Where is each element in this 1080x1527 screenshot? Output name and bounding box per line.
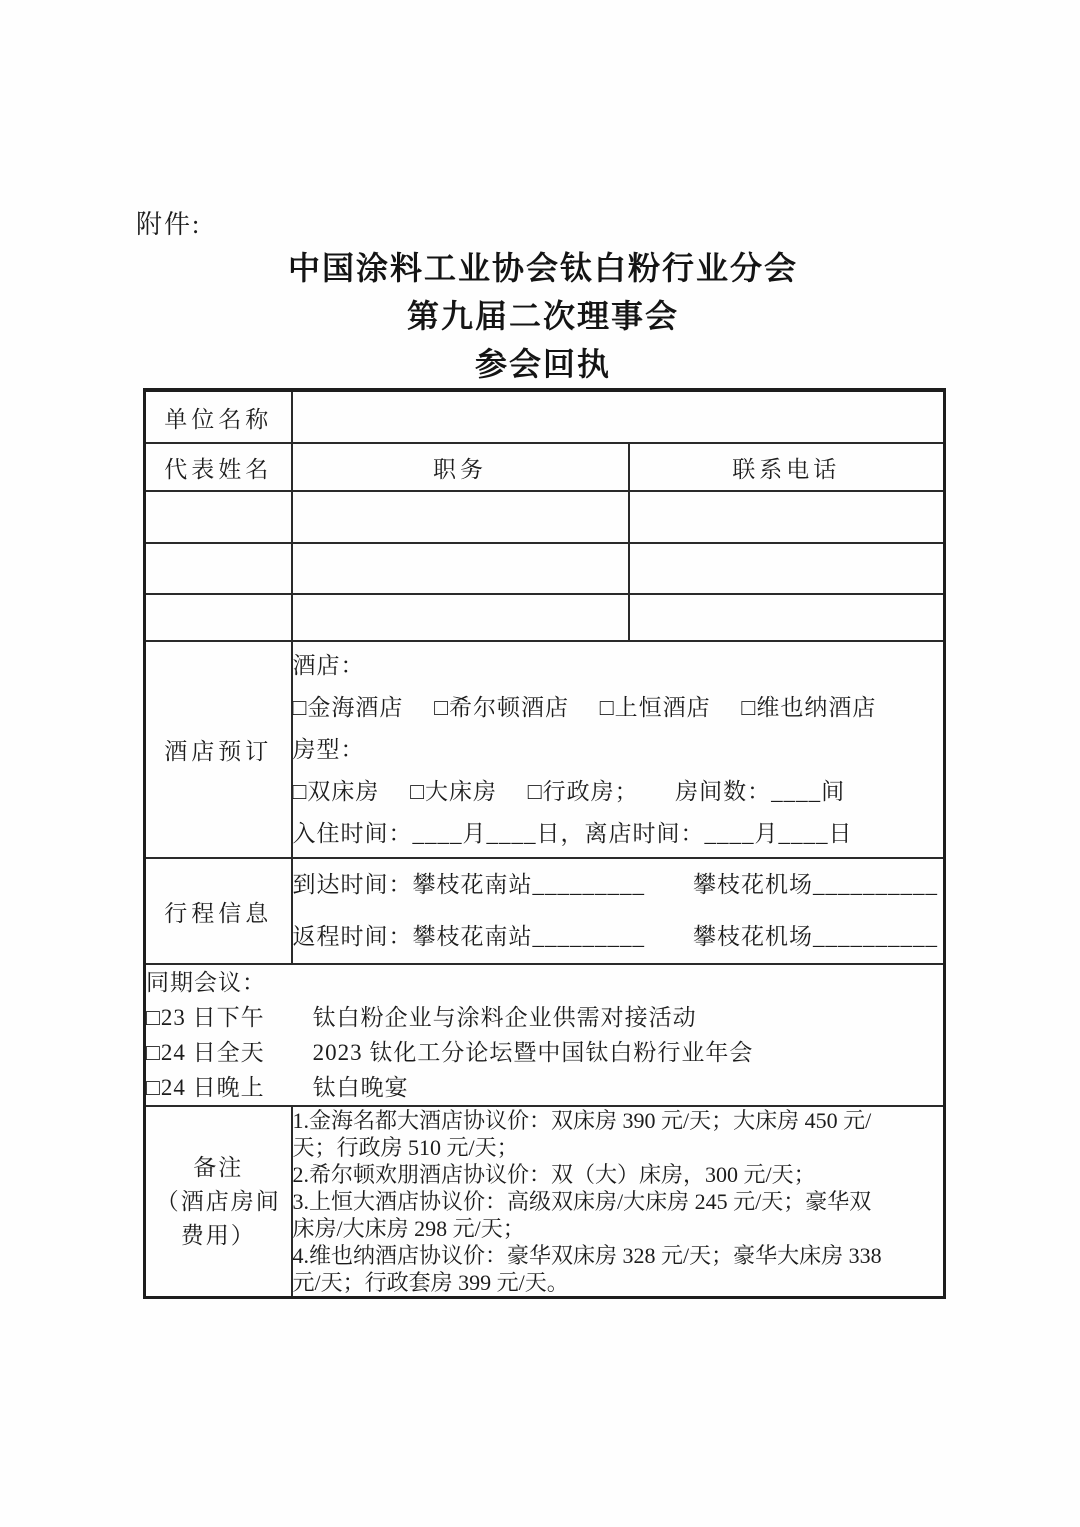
checkin-checkout-line: 入住时间：____月____日，离店时间：____月____日 <box>292 820 853 846</box>
concurrent-meetings-heading: 同期会议： <box>146 970 266 995</box>
hotel-options-line: □金海酒店 □希尔顿酒店 □上恒酒店 □维也纳酒店 <box>292 694 877 720</box>
hotel-heading: 酒店： <box>292 652 365 678</box>
unit-name-row <box>145 390 945 443</box>
delegate-3-phone-cell <box>629 594 945 641</box>
delegate-3-position-cell <box>292 594 629 641</box>
remarks-label <box>145 1106 292 1298</box>
delegate-header-row <box>145 443 945 491</box>
phone-header: 联系电话 <box>629 443 945 491</box>
position-header: 职务 <box>292 443 629 491</box>
delegate-1-position-cell <box>292 491 629 543</box>
concurrent-meetings-row <box>145 964 945 1106</box>
remark-line-1: 1.金海名都大酒店协议价：双床房 390 元/天；大床房 450 元/ <box>292 1108 872 1133</box>
delegate-3-name-cell <box>145 594 292 641</box>
room-type-heading: 房型： <box>292 736 365 762</box>
arrival-time-line: 到达时间：攀枝花南站_________ 攀枝花机场__________ <box>292 872 938 897</box>
delegate-1-name-cell <box>145 491 292 543</box>
remarks-label-line-1: 备注 <box>193 1154 244 1180</box>
hotel-booking-cell <box>292 641 945 858</box>
travel-info-row <box>145 858 945 964</box>
remarks-row <box>145 1106 945 1298</box>
title-association-line: 中国涂料工业协会钛白粉行业分会 <box>287 250 798 286</box>
title-receipt-line: 参会回执 <box>474 346 611 382</box>
remarks-cell <box>292 1106 945 1298</box>
remark-line-7: 元/天；行政套房 399 元/天。 <box>292 1270 569 1295</box>
delegate-name-header: 代表姓名 <box>145 443 292 491</box>
hotel-booking-label: 酒店预订 <box>145 641 292 858</box>
meeting-option-24-allday: □24 日全天 2023 钛化工分论坛暨中国钛白粉行业年会 <box>146 1040 754 1065</box>
document-title <box>143 244 943 388</box>
delegate-1-phone-cell <box>629 491 945 543</box>
remark-line-6: 4.维也纳酒店协议价：豪华双床房 328 元/天；豪华大床房 338 <box>292 1243 882 1268</box>
travel-info-cell <box>292 858 945 964</box>
travel-info-label: 行程信息 <box>145 858 292 964</box>
delegate-row-2 <box>145 543 945 594</box>
remarks-label-line-3: 费用） <box>180 1222 256 1248</box>
registration-form-table <box>143 388 946 1299</box>
concurrent-meetings-cell <box>145 964 945 1106</box>
unit-name-value-cell <box>292 390 945 443</box>
return-time-line: 返程时间：攀枝花南站_________ 攀枝花机场__________ <box>292 924 938 949</box>
remark-line-2: 天；行政房 510 元/天； <box>292 1135 519 1160</box>
title-session-line: 第九届二次理事会 <box>406 298 679 334</box>
delegate-row-3 <box>145 594 945 641</box>
delegate-2-position-cell <box>292 543 629 594</box>
delegate-row-1 <box>145 491 945 543</box>
attachment-label: 附件: <box>136 210 202 239</box>
hotel-booking-row <box>145 641 945 858</box>
meeting-option-23-afternoon: □23 日下午 钛白粉企业与涂料企业供需对接活动 <box>146 1005 697 1030</box>
remark-line-3: 2.希尔顿欢朋酒店协议价：双（大）床房，300 元/天； <box>292 1162 816 1187</box>
remark-line-4: 3.上恒大酒店协议价：高级双床房/大床房 245 元/天；豪华双 <box>292 1189 872 1214</box>
remarks-label-line-2: （酒店房间 <box>155 1188 281 1214</box>
delegate-2-name-cell <box>145 543 292 594</box>
remark-line-5: 床房/大床房 298 元/天； <box>292 1216 525 1241</box>
unit-name-label: 单位名称 <box>145 390 292 443</box>
meeting-option-24-evening: □24 日晚上 钛白晚宴 <box>146 1075 409 1100</box>
delegate-2-phone-cell <box>629 543 945 594</box>
room-options-line: □双床房 □大床房 □行政房； 房间数：____间 <box>292 778 846 804</box>
